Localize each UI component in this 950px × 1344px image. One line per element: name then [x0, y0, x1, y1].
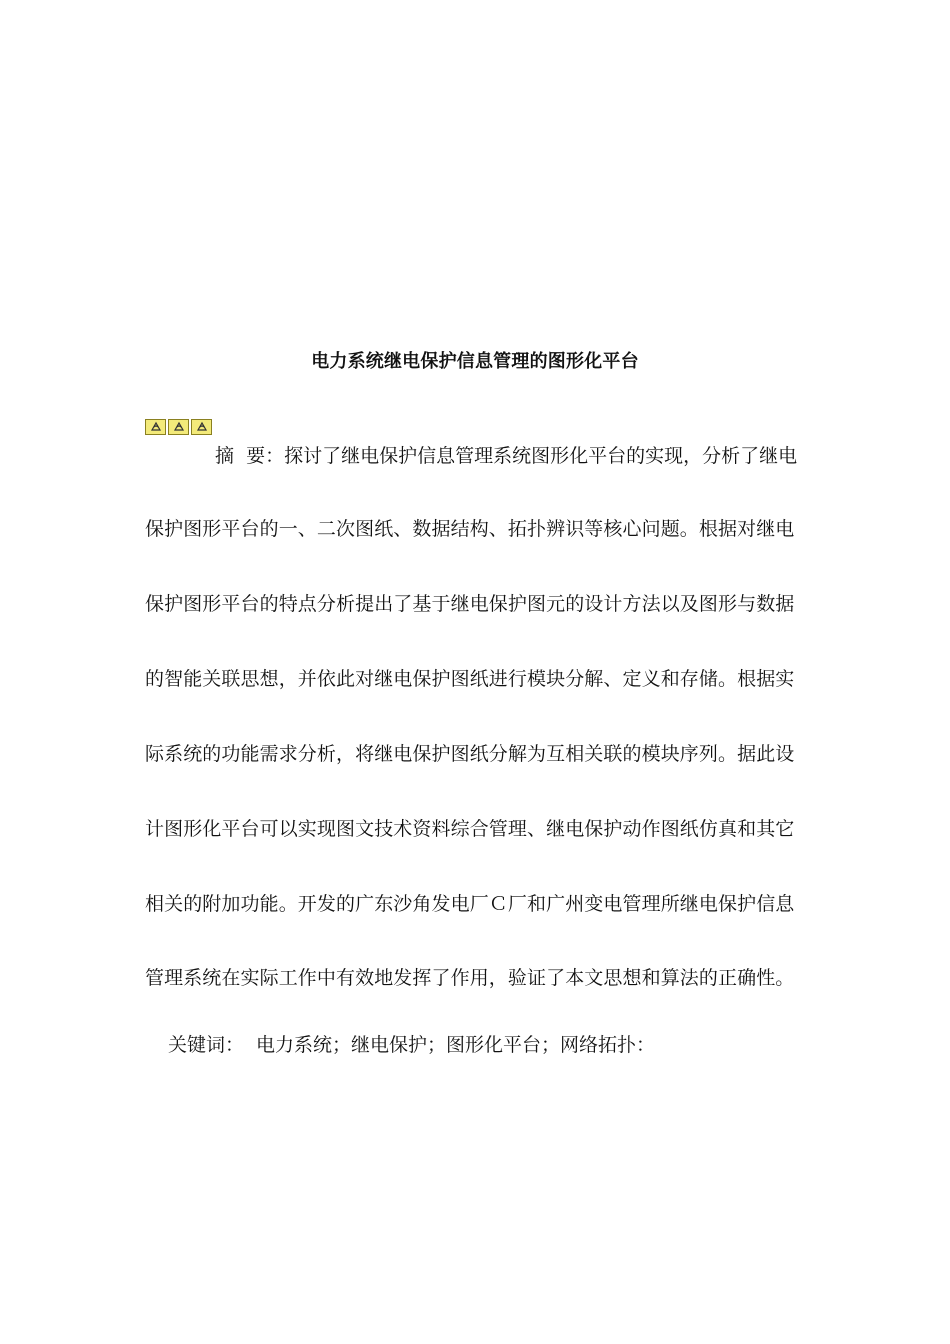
abstract-line-5: 际系统的功能需求分析，将继电保护图纸分解为互相关联的模块序列。据此设: [145, 743, 795, 765]
abstract-line-1: 探讨了继电保护信息管理系统图形化平台的实现，分析了继电: [284, 445, 798, 467]
abstract-line-4: 的智能关联思想，并依此对继电保护图纸进行模块分解、定义和存储。根据实: [145, 668, 795, 690]
link-icon[interactable]: [145, 419, 166, 435]
keywords: [168, 1030, 655, 1057]
embedded-icons: [145, 419, 212, 435]
keywords-text: 电力系统；继电保护；图形化平台；网络拓扑：: [256, 1034, 656, 1056]
keywords-label: 关键词：: [168, 1034, 245, 1056]
abstract-label: 摘 要：: [215, 445, 285, 467]
link-icon[interactable]: [168, 419, 189, 435]
abstract-first-line: [215, 441, 797, 468]
abstract-line-7: 相关的附加功能。开发的广东沙角发电厂Ｃ厂和广州变电管理所继电保护信息: [145, 893, 795, 915]
link-icon[interactable]: [191, 419, 212, 435]
abstract-line-8: 管理系统在实际工作中有效地发挥了作用，验证了本文思想和算法的正确性。: [145, 967, 795, 989]
abstract-line-6: 计图形化平台可以实现图文技术资料综合管理、继电保护动作图纸仿真和其它: [145, 818, 795, 840]
abstract-line-2: 保护图形平台的一、二次图纸、数据结构、拓扑辨识等核心问题。根据对继电: [145, 518, 795, 540]
abstract-line-3: 保护图形平台的特点分析提出了基于继电保护图元的设计方法以及图形与数据: [145, 593, 795, 615]
document-title: 电力系统继电保护信息管理的图形化平台: [311, 351, 639, 372]
